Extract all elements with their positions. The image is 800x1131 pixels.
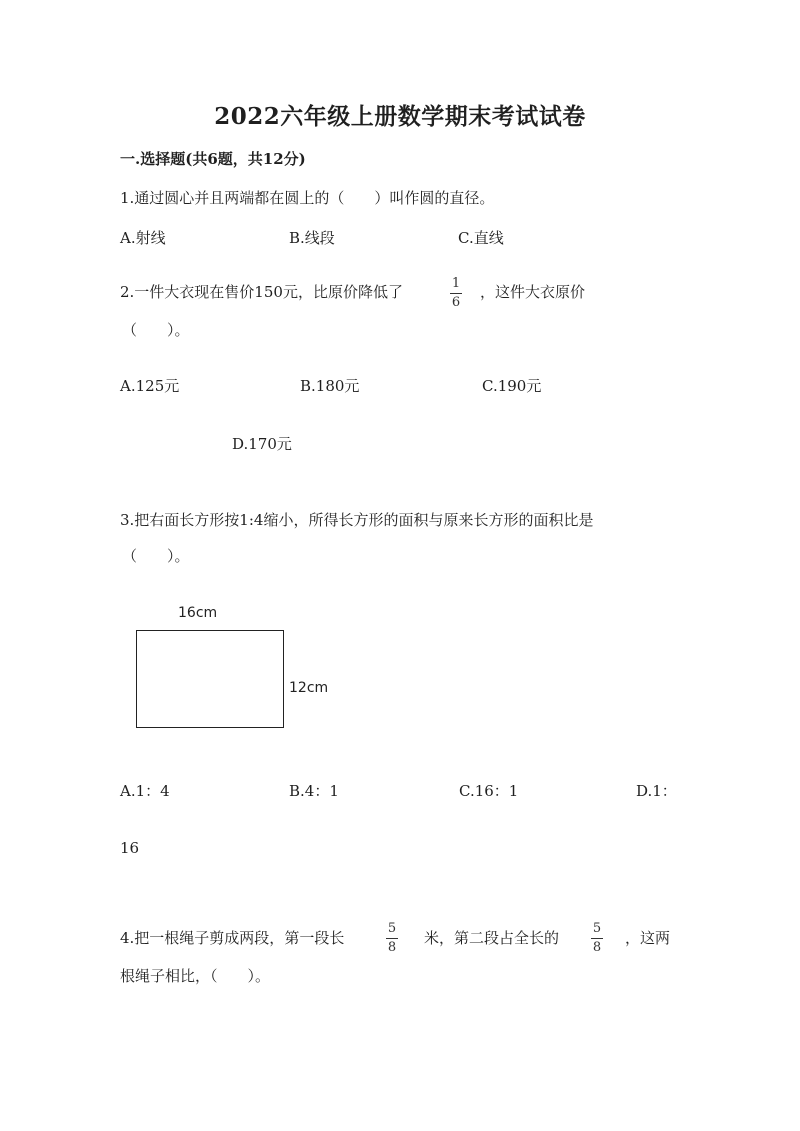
question-4-stem-line2: 根绳子相比，（ ）。 [120, 967, 271, 985]
rectangle-height-label: 12cm [289, 680, 329, 696]
fraction-bar [450, 293, 462, 294]
fraction-bar [386, 938, 398, 939]
question-3-option-b: B.4：1 [289, 782, 339, 800]
question-2-option-d: D.170元 [232, 435, 292, 453]
fraction-bar [591, 938, 603, 939]
rectangle-width-label: 16cm [178, 605, 218, 621]
question-2-option-c: C.190元 [482, 377, 542, 395]
question-1-option-c: C.直线 [458, 229, 504, 247]
fraction-numerator: 5 [387, 921, 397, 936]
question-3-option-c: C.16：1 [459, 782, 519, 800]
question-4-stem-part3: ，这两 [625, 929, 671, 947]
question-4-fraction-1 [386, 922, 398, 955]
question-2-stem-part1: 2.一件大衣现在售价150元，比原价降低了 [120, 283, 403, 301]
question-4-fraction-2 [591, 922, 603, 955]
question-3-stem: 3.把右面长方形按1:4缩小，所得长方形的面积与原来长方形的面积比是 [120, 511, 594, 529]
question-2-fraction [450, 277, 462, 310]
question-3-answer-blank: （ ）。 [122, 547, 190, 565]
fraction-numerator: 1 [451, 276, 461, 291]
question-1-option-b: B.线段 [289, 229, 335, 247]
question-1-stem: 1.通过圆心并且两端都在圆上的（ ）叫作圆的直径。 [120, 189, 495, 207]
rectangle-figure [136, 630, 284, 728]
page-title: 2022六年级上册数学期末考试试卷 [214, 103, 586, 130]
question-1-option-a: A.射线 [120, 229, 166, 247]
fraction-denominator: 8 [592, 940, 602, 955]
question-3-option-d-wrap: 16 [120, 839, 140, 857]
question-2-stem-part2: ，这件大衣原价 [480, 283, 586, 301]
question-3-option-a: A.1：4 [120, 782, 170, 800]
question-4-stem-part1: 4.把一根绳子剪成两段，第一段长 [120, 929, 345, 947]
fraction-denominator: 6 [451, 295, 461, 310]
question-2-answer-blank: （ ）。 [122, 321, 190, 339]
question-2-option-a: A.125元 [120, 377, 180, 395]
section-heading: 一.选择题(共6题，共12分) [120, 150, 306, 168]
question-4-stem-part2: 米，第二段占全长的 [424, 929, 560, 947]
question-2-option-b: B.180元 [300, 377, 360, 395]
question-3-option-d: D.1： [636, 782, 677, 800]
fraction-denominator: 8 [387, 940, 397, 955]
fraction-numerator: 5 [592, 921, 602, 936]
